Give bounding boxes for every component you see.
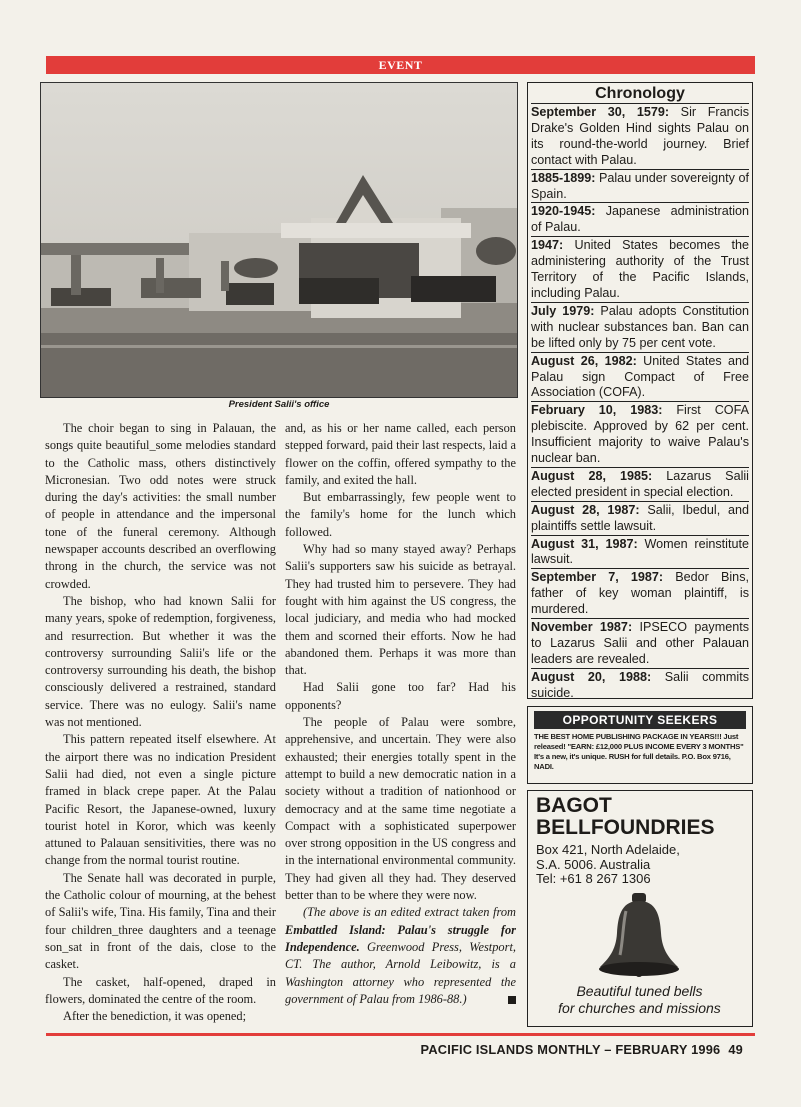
chronology-entry: August 28, 1987: Salii, Ibedul, and plaintiffs settle lawsuit. [531, 502, 749, 533]
footer-rule [46, 1033, 755, 1036]
chronology-entry: August 26, 1982: United States and Palau sign Compact of Free Association (COFA). [531, 353, 749, 400]
paragraph: Had Salii gone too far? Had his opponents? [285, 680, 516, 712]
photo-caption: President Salii's office [228, 399, 330, 410]
bell-icon [596, 893, 682, 986]
ad-tagline: Beautiful tuned bells [576, 983, 703, 999]
paragraph: After the benediction, it was opened; [63, 1009, 247, 1024]
chronology-entry: February 10, 1983: First COFA plebiscite. Approved by 62 per cent. Insufficient majority to waive Palau's nuclear ban. [531, 403, 749, 466]
end-mark-icon [508, 996, 516, 1004]
telephone: Tel: +61 8 267 1306 [536, 871, 651, 886]
source-credit: (The above is an edited extract taken from Embattled Island: Palau's struggle for Independence. Greenwood Press, Westport, CT. The author, Arnold Leibowitz, is a Washington attorney who represented the government of Palau from 1986-88.) [285, 905, 516, 1006]
paragraph: The Senate hall was decorated in purple, the Catholic colour of mourning, at the behest of Salii's wife, Tina. His family, Tina and their four children_three daughters and a teenage son_sat in front of the dais, close to the casket. [45, 870, 276, 972]
company-name: BAGOT [536, 794, 612, 817]
chronology-entry: July 1979: Palau adopts Constitution with nuclear substances ban. Ban can be lifted only by 75 per cent vote. [531, 303, 749, 350]
page-footer [421, 1042, 743, 1058]
paragraph: This pattern repeated itself elsewhere. At the airport there was no indication President Salii had died, not even a single picture framed in black crepe paper. At the Palau Pacific Resort, the Japanese-owned, luxury tourist hotel in Koror, which was keenly attuned to Palauan sensitivities, there was no change from the normal tourist routine. [45, 732, 276, 868]
paragraph: The choir began to sing in Palauan, the songs quite beautiful_some melodies standard to the Catholic mass, others distinctively Micronesian. Two odd notes were struck during the day's activities: the small number of people in attendance and the impersonal tone of the funeral ceremony. Although newspaper accounts described an overflowing throng in the church, the service was not crowded. [45, 421, 276, 591]
chronology-entry: August 20, 1988: Salii commits suicide. [531, 669, 749, 700]
ad-heading: OPPORTUNITY SEEKERS [534, 711, 746, 729]
ad-body: THE BEST HOME PUBLISHING PACKAGE IN YEARS!!! Just released! "EARN: £12,000 PLUS INCOME EVERY 3 MONTHS" It's a new, it's unique. RUSH for full details. P.O. Box 9716, NADI. [534, 732, 744, 771]
paragraph: But embarrassingly, few people went to the family's home for the lunch which followed. [285, 490, 516, 539]
chronology-entry: 1920-1945: Japanese administration of Palau. [531, 204, 749, 235]
paragraph: The people of Palau were sombre, apprehensive, and uncertain. They were also exhausted; their energies totally spent in the attempt to build a new democratic nation in a society without a tradition of nationhood or democracy and at the same time negotiate a Compact with a sophisticated superpower over strong opposition in the US congress and in the international environmental community. They had given all they had. They deserved better than to be where they were now. [285, 715, 516, 903]
chronology-entry: November 1987: IPSECO payments to Lazarus Salii and other Palauan leaders are revealed. [531, 620, 749, 666]
page-number: 49 [728, 1042, 743, 1057]
chronology-title: Chronology [595, 85, 685, 102]
paragraph: Why had so many stayed away? Perhaps Salii's supporters saw his suicide as betrayal. They had trusted him to persevere. They had fought with him against the US congress, the local judiciary, and media who had mocked them and scorned their efforts. Now he had abandoned them. Perhaps it was more than that. [285, 542, 516, 678]
address-line: S.A. 5006. Australia [536, 856, 651, 872]
office-photo [40, 82, 518, 398]
article-column-1 [45, 420, 276, 1025]
company-name: BELLFOUNDRIES [536, 816, 715, 839]
article-column-2 [285, 420, 516, 1008]
paragraph: The bishop, who had known Salii for many years, spoke of redemption, forgiveness, and resurrection. But whether it was the controversy surrounding Salii's life or the controversy surrounding his death, the bishop consciously delivered a restrained, standard service. There was no eulogy. Salii's name was not mentioned. [45, 593, 277, 730]
chronology-entry: September 30, 1579: Sir Francis Drake's Golden Hind sights Palau on its round-the-world journey. Brief contact with Palau. [531, 105, 749, 167]
chronology-entry: August 28, 1985: Lazarus Salii elected president in special election. [531, 468, 749, 499]
chronology-entry: 1947: United States becomes the administering authority of the Trust Territory of the Pacific Islands, including Palau. [531, 238, 749, 300]
book-title: Embattled Island: Palau's struggle for Independence. [285, 922, 516, 954]
chronology-entry: August 31, 1987: Women reinstitute lawsuit. [531, 536, 749, 567]
opportunity-ad [527, 706, 753, 784]
publication-name: PACIFIC ISLANDS MONTHLY – FEBRUARY 1996 [420, 1042, 721, 1057]
ad-tagline: for churches and missions [558, 1000, 721, 1016]
paragraph: and, as his or her name called, each person stepped forward, paid their last respects, laid a flower on the coffin, offered sympathy to the family, and exited the hall. [285, 421, 516, 487]
paragraph: The casket, half-opened, draped in flowers, dominated the centre of the room. [45, 974, 276, 1006]
address-line: Box 421, North Adelaide, [536, 842, 680, 857]
section-banner: EVENT [46, 56, 755, 74]
chronology-box [527, 82, 753, 699]
chronology-entry: 1885-1899: Palau under sovereignty of Spain. [531, 170, 749, 201]
chronology-entry: September 7, 1987: Bedor Bins, father of key woman plaintiff, is murdered. [531, 570, 749, 617]
bellfoundries-ad [527, 790, 753, 1027]
